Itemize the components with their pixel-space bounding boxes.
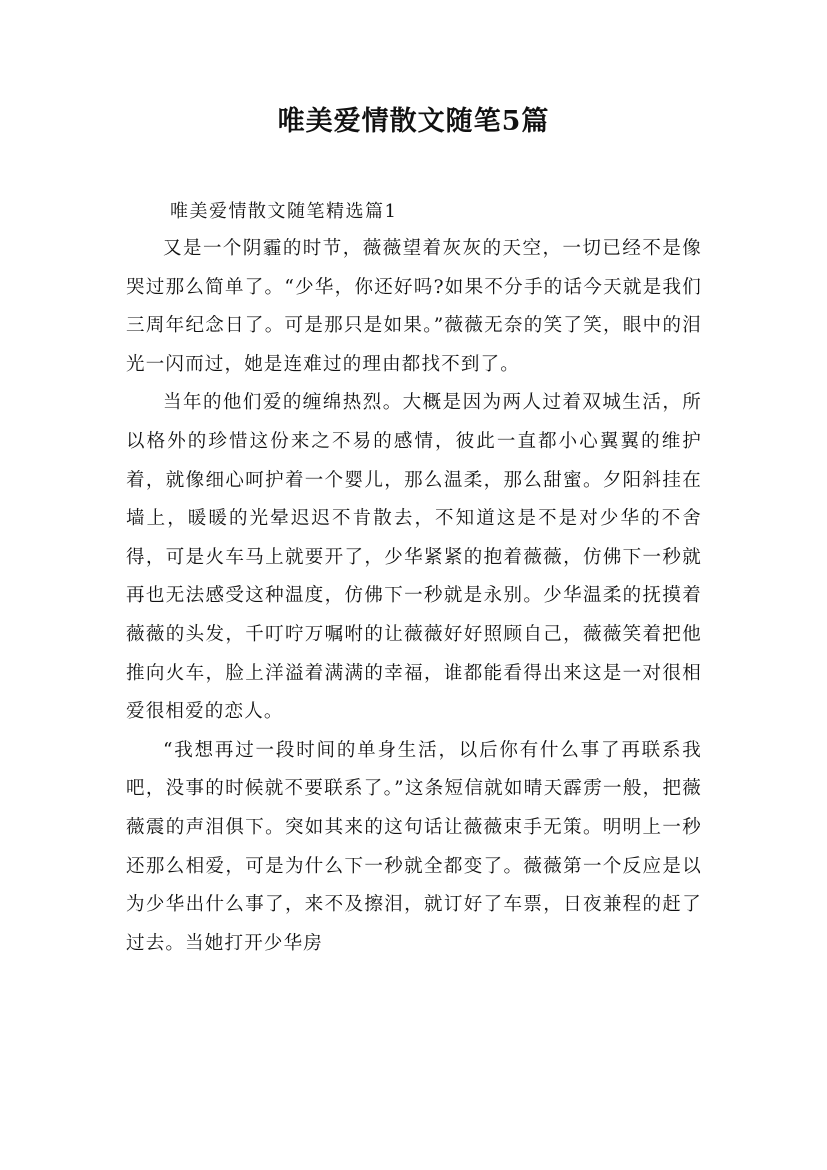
document-title: 唯美爱情散文随笔5篇: [277, 106, 550, 137]
paragraph: 又是一个阴霾的时节，薇薇望着灰灰的天空，一切已经不是像哭过那么简单了。“少华，你还好吗?如果不分手的话今天就是我们三周年纪念日了。可是那只是如果。”薇薇无奈的笑了笑，眼中的泪光一闪而过，她是连难过的理由都找不到了。: [126, 238, 702, 375]
paragraph: 当年的他们爱的缠绵热烈。大概是因为两人过着双城生活，所以格外的珍惜这份来之不易的感情，彼此一直都小心翼翼的维护着，就像细心呵护着一个婴儿，那么温柔，那么甜蜜。夕阳斜挂在墙上，暖暖的光晕迟迟不肯散去，不知道这是不是对少华的不舍得，可是火车马上就要开了，少华紧紧的抱着薇薇，仿佛下一秒就再也无法感受这种温度，仿佛下一秒就是永别。少华温柔的抚摸着薇薇的头发，千叮咛万嘱咐的让薇薇好好照顾自己，薇薇笑着把他推向火车，脸上洋溢着满满的幸福，谁都能看得出来这是一对很相爱很相爱的恋人。: [126, 392, 702, 723]
section-heading: 唯美爱情散文随笔精选篇1: [170, 201, 398, 222]
paragraph: “我想再过一段时间的单身生活，以后你有什么事了再联系我吧，没事的时候就不要联系了。”这条短信就如晴天霹雳一般，把薇薇震的声泪俱下。突如其来的这句话让薇薇束手无策。明明上一秒还那么相爱，可是为什么下一秒就全都变了。薇薇第一个反应是以为少华出什么事了，来不及擦泪，就订好了车票，日夜兼程的赶了过去。当她打开少华房: [126, 739, 702, 954]
document-body: [126, 230, 702, 963]
